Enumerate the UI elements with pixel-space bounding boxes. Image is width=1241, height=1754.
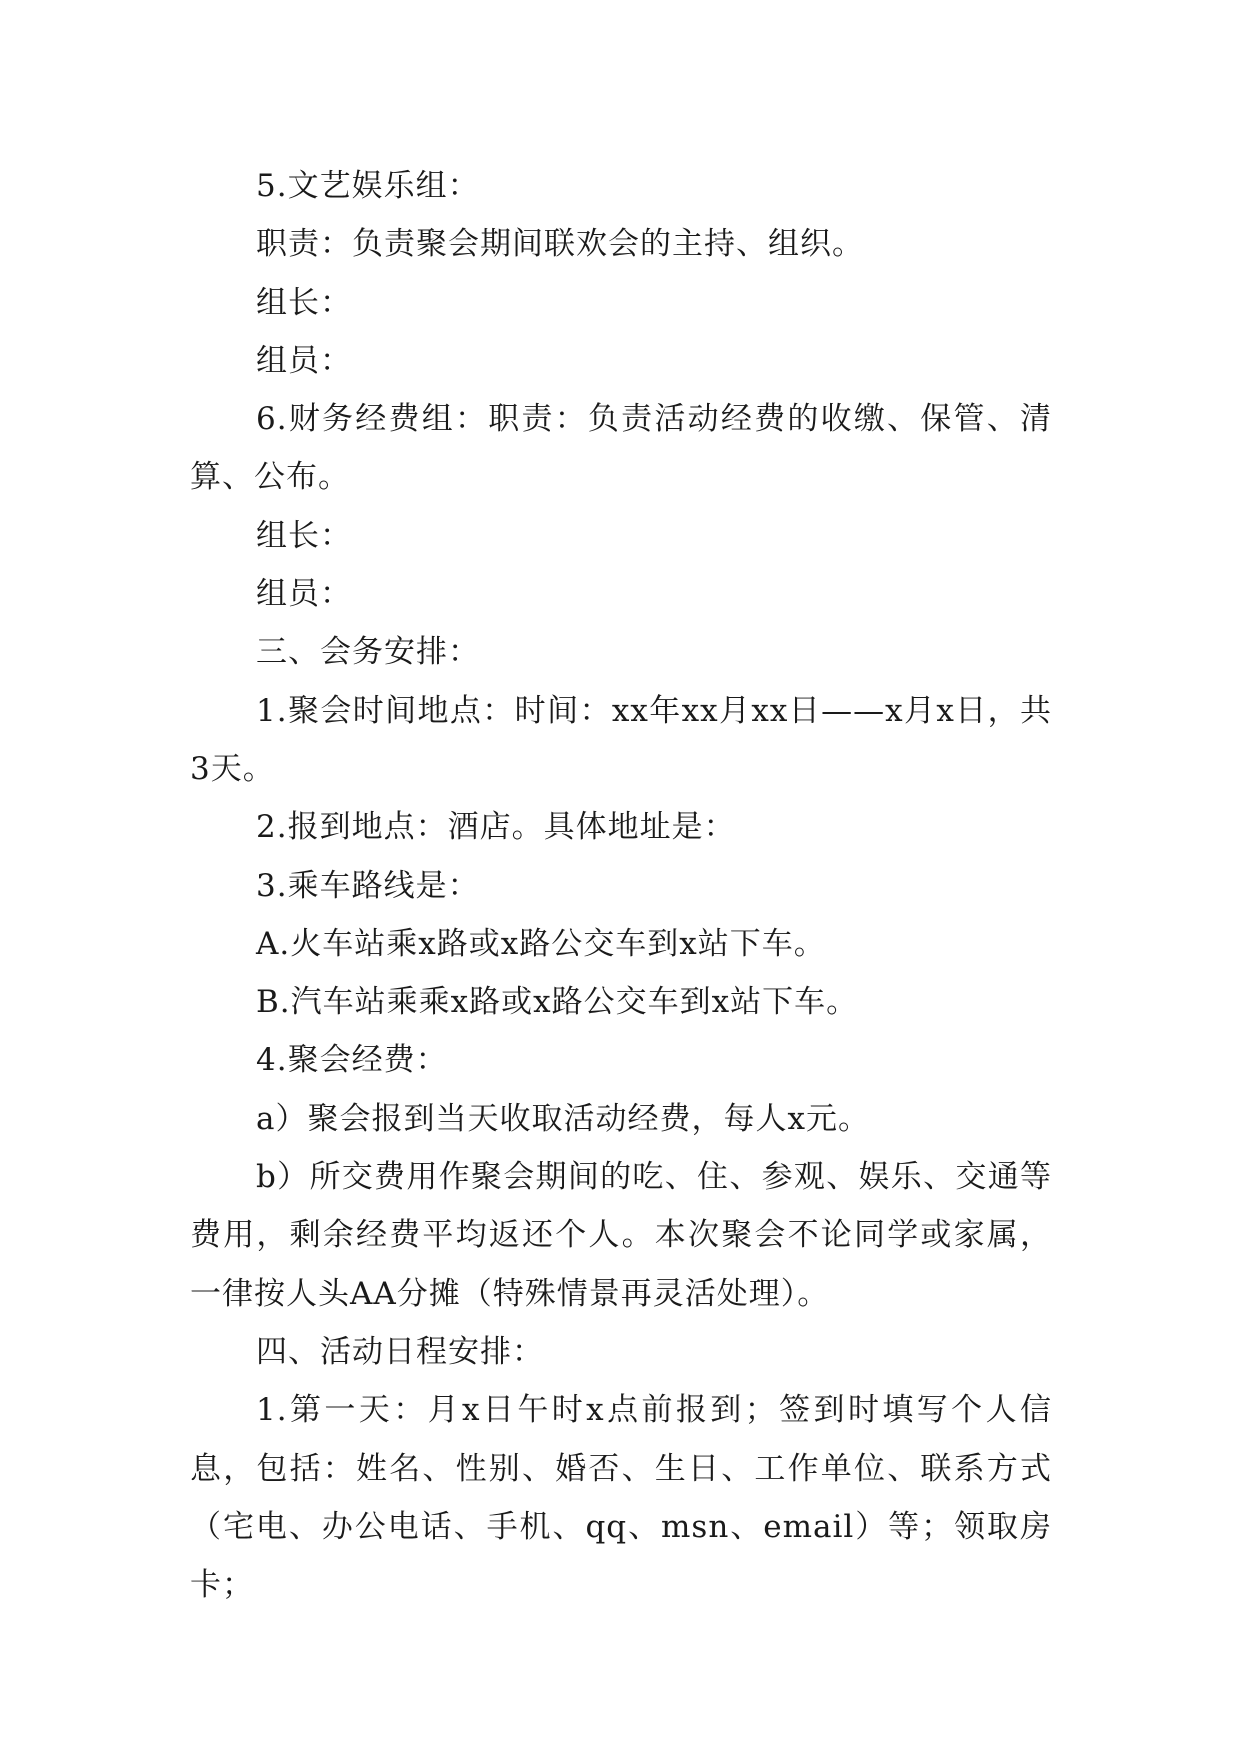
section-heading-entertainment-group: 5.文艺娱乐组：	[256, 168, 480, 204]
section-heading-meeting-arrangements: 三、会务安排：	[256, 634, 480, 671]
paragraph-entertainment-leader: 组长：	[256, 284, 352, 321]
paragraph-finance-leader: 组长：	[256, 517, 352, 554]
paragraph-funding-b: b）所交费用作聚会期间的吃、住、参观、娱乐、交通等费用，剩余经费平均返还个人。本次聚会不论同学或家属，一律按人头AA分摊（特殊情景再灵活处理）。	[190, 1159, 1052, 1312]
paragraph-entertainment-duty: 职责：负责聚会期间联欢会的主持、组织。	[256, 226, 864, 263]
paragraph-entertainment-members: 组员：	[256, 342, 352, 379]
paragraph-route-train-station: A.火车站乘x路或x路公交车到x站下车。	[256, 925, 826, 962]
section-heading-schedule: 四、活动日程安排：	[256, 1333, 544, 1370]
paragraph-finance-members: 组员：	[256, 576, 352, 613]
paragraph-route-bus-station: B.汽车站乘乘x路或x路公交车到x站下车。	[256, 984, 859, 1021]
paragraph-check-in-location: 2.报到地点：酒店。具体地址是：	[256, 809, 736, 846]
paragraph-time-location: 1.聚会时间地点：时间：xx年xx月xx日——x月x日，共3天。	[190, 692, 1052, 787]
document-body	[190, 157, 1052, 1614]
paragraph-funding-heading: 4.聚会经费：	[256, 1042, 448, 1079]
paragraph-bus-route-heading: 3.乘车路线是：	[256, 867, 480, 904]
paragraph-funding-a: a）聚会报到当天收取活动经费，每人x元。	[256, 1100, 870, 1137]
paragraph-day-one: 1.第一天：月x日午时x点前报到；签到时填写个人信息，包括：姓名、性别、婚否、生日、工作单位、联系方式（宅电、办公电话、手机、qq、msn、email）等；领取房卡；	[190, 1392, 1052, 1604]
section-heading-finance-group: 6.财务经费组：职责：负责活动经费的收缴、保管、清算、公布。	[190, 401, 1052, 496]
